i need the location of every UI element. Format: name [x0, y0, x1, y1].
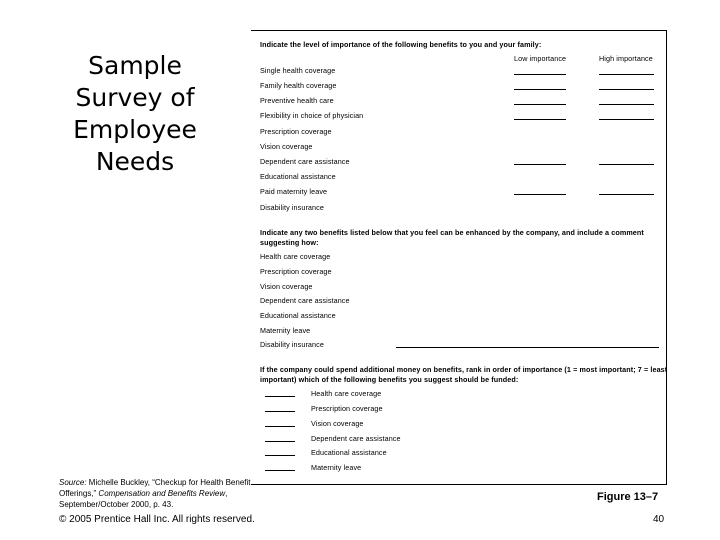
- rank-item: Dependent care assistance: [311, 434, 401, 443]
- low-importance-header: Low importance: [514, 54, 567, 63]
- enhance-item: Dependent care assistance: [260, 296, 350, 305]
- enhance-item: Prescription coverage: [260, 267, 332, 276]
- benefit-item: Single health coverage: [260, 66, 336, 75]
- rank-line[interactable]: [265, 441, 295, 442]
- low-importance-line[interactable]: [514, 89, 566, 90]
- high-importance-line[interactable]: [599, 119, 654, 120]
- copyright: © 2005 Prentice Hall Inc. All rights reserved.: [59, 514, 255, 525]
- low-importance-line[interactable]: [514, 74, 566, 75]
- page-number: 40: [653, 514, 665, 525]
- benefit-item: Dependent care assistance: [260, 157, 350, 166]
- title-line: Needs: [95, 147, 175, 176]
- rank-line[interactable]: [265, 470, 295, 471]
- comment-line[interactable]: [396, 347, 659, 348]
- rank-item: Prescription coverage: [311, 404, 383, 413]
- low-importance-line[interactable]: [514, 164, 566, 165]
- source-label: Source:: [59, 478, 87, 487]
- benefit-item: Vision coverage: [260, 142, 313, 151]
- high-importance-header: High importance: [599, 54, 653, 63]
- title-line: Sample: [88, 51, 182, 80]
- benefit-item: Prescription coverage: [260, 127, 332, 136]
- title-line: Employee: [73, 115, 197, 144]
- benefit-item: Educational assistance: [260, 172, 336, 181]
- rank-line[interactable]: [265, 396, 295, 397]
- survey-form: [251, 30, 667, 485]
- title-line: Survey of: [75, 83, 195, 112]
- section3-question-cont: important) which of the following benefits you suggest should be funded:: [260, 375, 519, 384]
- source-citation: [59, 477, 269, 510]
- high-importance-line[interactable]: [599, 194, 654, 195]
- enhance-item: Educational assistance: [260, 311, 336, 320]
- source-text-end: , September/October 2000, p. 43.: [59, 489, 228, 509]
- enhance-item: Vision coverage: [260, 282, 313, 291]
- enhance-item: Disability insurance: [260, 340, 324, 349]
- high-importance-line[interactable]: [599, 104, 654, 105]
- benefit-item: Preventive health care: [260, 96, 334, 105]
- figure-label: Figure 13–7: [597, 491, 659, 503]
- rank-item: Vision coverage: [311, 419, 364, 428]
- benefit-item: Disability insurance: [260, 203, 324, 212]
- rank-item: Educational assistance: [311, 448, 387, 457]
- high-importance-line[interactable]: [599, 74, 654, 75]
- high-importance-line[interactable]: [599, 89, 654, 90]
- rank-line[interactable]: [265, 411, 295, 412]
- low-importance-line[interactable]: [514, 194, 566, 195]
- benefit-item: Paid maternity leave: [260, 187, 328, 196]
- low-importance-line[interactable]: [514, 119, 566, 120]
- rank-line[interactable]: [265, 426, 295, 427]
- benefit-item: Flexibility in choice of physician: [260, 111, 364, 120]
- low-importance-line[interactable]: [514, 104, 566, 105]
- slide-title: [60, 50, 210, 178]
- rank-item: Health care coverage: [311, 389, 382, 398]
- section3-question: If the company could spend additional money on benefits, rank in order of importance (1 = most important; 7 = least: [260, 365, 668, 374]
- enhance-item: Health care coverage: [260, 252, 331, 261]
- high-importance-line[interactable]: [599, 164, 654, 165]
- section2-question: Indicate any two benefits listed below that you feel can be enhanced by the company, and include a comment: [260, 228, 644, 237]
- benefit-item: Family health coverage: [260, 81, 337, 90]
- rank-item: Maternity leave: [311, 463, 362, 472]
- section1-question: Indicate the level of importance of the following benefits to you and your family:: [260, 40, 542, 49]
- enhance-item: Maternity leave: [260, 326, 311, 335]
- source-text: Michelle Buckley, “Checkup for Health Benefit Offerings,”: [59, 478, 251, 498]
- section2-question-cont: suggesting how:: [260, 238, 319, 247]
- source-journal: Compensation and Benefits Review: [98, 489, 226, 498]
- rank-line[interactable]: [265, 455, 295, 456]
